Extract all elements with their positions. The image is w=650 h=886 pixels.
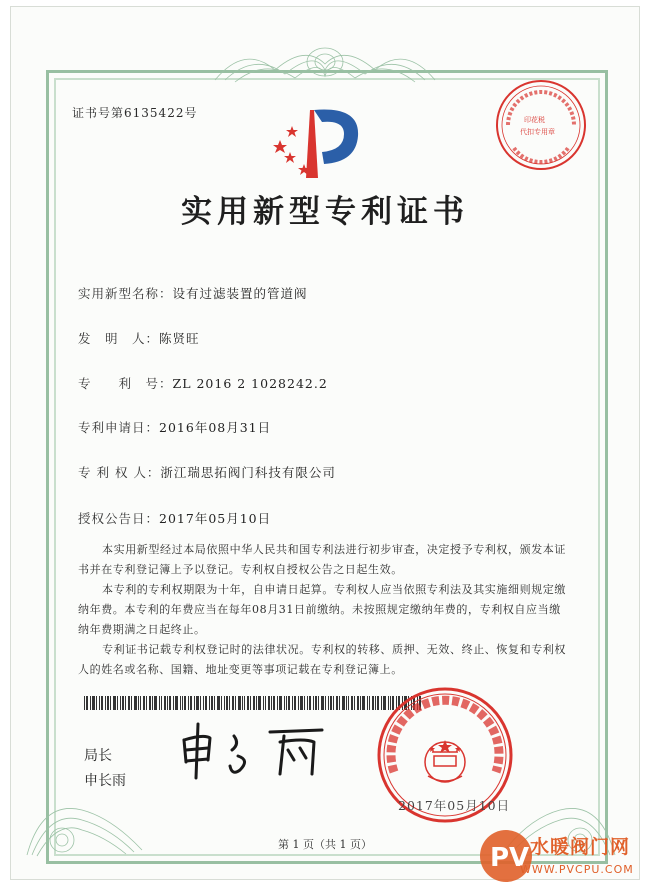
- svg-text:PV: PV: [490, 843, 530, 873]
- barcode-bar: [90, 696, 91, 710]
- paragraph: 本专利的专利权期限为十年，自申请日起算。专利权人应当依照专利法及其实施细则规定缴纳年费。本专利的年费应当在每年08月31日前缴纳。未按照规定缴纳年费的，专利权自应当缴纳年费期满之日起终止。: [78, 583, 566, 636]
- barcode-bar: [211, 696, 213, 710]
- barcode-bar: [146, 696, 147, 710]
- barcode-bar: [286, 696, 287, 710]
- top-ornament-icon: [205, 40, 445, 84]
- barcode-bar: [250, 696, 251, 710]
- barcode-bar: [325, 696, 326, 710]
- barcode-bar: [336, 696, 338, 710]
- barcode-bar: [140, 696, 141, 710]
- stamp-text-line: 印花税: [524, 116, 545, 124]
- field-patentee: 专 利 权 人：浙江瑞思拓阀门科技有限公司: [78, 465, 336, 480]
- barcode-bar: [84, 696, 85, 710]
- barcode-bar: [253, 696, 255, 710]
- barcode-bar: [294, 696, 296, 710]
- signer-name: 申长雨: [84, 773, 126, 789]
- cnipa-logo-icon: [262, 100, 374, 184]
- barcode-bar: [354, 696, 355, 710]
- barcode-bar: [110, 696, 111, 710]
- issue-date: 2017年05月10日: [398, 798, 511, 813]
- barcode-bar: [263, 696, 264, 710]
- barcode-bar: [292, 696, 293, 710]
- barcode-bar: [357, 696, 359, 710]
- barcode-bar: [235, 696, 236, 710]
- barcode-bar: [173, 696, 174, 710]
- barcode-bar: [214, 696, 215, 710]
- stamp-text-line: 代扣专用章: [520, 128, 555, 136]
- barcode-bar: [339, 696, 340, 710]
- barcode-bar: [273, 696, 275, 710]
- barcode-bar: [268, 696, 270, 710]
- barcode-bar: [318, 696, 319, 710]
- field-inventor: 发 明 人：陈贤旺: [78, 331, 200, 346]
- barcode-bar: [190, 696, 192, 710]
- signer-title: 局长: [84, 748, 112, 764]
- legal-text: [78, 540, 572, 680]
- barcode-bar: [304, 696, 305, 710]
- barcode-bar: [330, 696, 332, 710]
- barcode-bar: [242, 696, 243, 710]
- certificate-number: 证书号第6135422号: [72, 106, 198, 120]
- barcode-bar: [277, 696, 278, 710]
- barcode-bar: [224, 696, 225, 710]
- barcode-bar: [221, 696, 222, 710]
- document-title: 实用新型专利证书: [181, 194, 469, 230]
- barcode-bar: [205, 696, 207, 710]
- barcode-bar: [149, 696, 151, 710]
- barcode-bar: [128, 696, 130, 710]
- barcode-bar: [367, 696, 368, 710]
- barcode-bar: [188, 696, 189, 710]
- barcode-bar: [164, 696, 166, 710]
- barcode-bar: [200, 696, 201, 710]
- barcode-bar: [232, 696, 234, 710]
- barcode-bar: [209, 696, 210, 710]
- watermark-title: 水暖阀门网: [530, 836, 631, 858]
- barcode-bar: [321, 696, 324, 710]
- barcode-bar: [271, 696, 272, 710]
- barcode-bar: [369, 696, 370, 710]
- barcode-bar: [101, 696, 103, 710]
- barcode-bar: [134, 696, 137, 710]
- barcode-bar: [131, 696, 132, 710]
- barcode-bar: [113, 696, 116, 710]
- barcode-bar: [167, 696, 168, 710]
- barcode-bar: [143, 696, 145, 710]
- barcode-bar: [184, 696, 186, 710]
- barcode-bar: [152, 696, 153, 710]
- tax-seal-stamp-icon: [494, 78, 588, 172]
- barcode-bar: [122, 696, 124, 710]
- barcode-bar: [348, 696, 349, 710]
- barcode-bar: [362, 696, 365, 710]
- barcode-bar: [279, 696, 282, 710]
- barcode-bar: [300, 696, 303, 710]
- barcode-bar: [196, 696, 199, 710]
- barcode-bar: [120, 696, 121, 710]
- barcode-bar: [138, 696, 139, 710]
- barcode-bar: [154, 696, 157, 710]
- barcode-bar: [360, 696, 361, 710]
- barcode-bar: [342, 696, 345, 710]
- barcode-bar: [247, 696, 249, 710]
- barcode-bar: [86, 696, 88, 710]
- barcode-bar: [175, 696, 178, 710]
- barcode-bar: [229, 696, 230, 710]
- barcode-bar: [203, 696, 204, 710]
- barcode-bar: [180, 696, 181, 710]
- barcode-bar: [351, 696, 353, 710]
- barcode-bar: [92, 696, 95, 710]
- paragraph: 本实用新型经过本局依照中华人民共和国专利法进行初步审查，决定授予专利权，颁发本证书并在专利登记簿上予以登记。专利权自授权公告之日起生效。: [78, 543, 566, 576]
- field-patent-number: 专 利 号：ZL 2016 2 1028242.2: [78, 376, 328, 391]
- field-application-date: 专利申请日：2016年08月31日: [78, 420, 272, 435]
- barcode-bar: [258, 696, 261, 710]
- field-utility-model-name: 实用新型名称：设有过滤装置的管道阀: [78, 286, 308, 301]
- barcode-bar: [265, 696, 266, 710]
- barcode-bar: [159, 696, 160, 710]
- barcode-bar: [298, 696, 299, 710]
- barcode-bar: [105, 696, 106, 710]
- barcode-bar: [238, 696, 241, 710]
- barcode-bar: [96, 696, 97, 710]
- barcode-bar: [226, 696, 228, 710]
- watermark-url: WWW.PVCPU.COM: [520, 863, 634, 876]
- barcode-bar: [328, 696, 329, 710]
- barcode-bar: [284, 696, 285, 710]
- barcode-bar: [309, 696, 311, 710]
- barcode-bar: [333, 696, 334, 710]
- barcode-bar: [125, 696, 126, 710]
- barcode-bar: [372, 696, 374, 710]
- page-indicator: 第 1 页（共 1 页）: [278, 838, 372, 851]
- barcode-bar: [107, 696, 109, 710]
- handwritten-signature-icon: [174, 716, 334, 784]
- barcode-bar: [315, 696, 317, 710]
- barcode-bar: [99, 696, 100, 710]
- barcode-bar: [194, 696, 195, 710]
- barcode-bar: [313, 696, 314, 710]
- barcode-bar: [307, 696, 308, 710]
- barcode-bar: [169, 696, 171, 710]
- barcode-bar: [161, 696, 162, 710]
- barcode-icon: [84, 696, 422, 710]
- barcode-bar: [217, 696, 220, 710]
- field-grant-date: 授权公告日：2017年05月10日: [78, 511, 272, 526]
- barcode-bar: [244, 696, 245, 710]
- paragraph: 专利证书记载专利权登记时的法律状况。专利权的转移、质押、无效、终止、恢复和专利权人的姓名或名称、国籍、地址变更等事项记载在专利登记簿上。: [78, 643, 566, 676]
- barcode-bar: [256, 696, 257, 710]
- barcode-bar: [288, 696, 290, 710]
- barcode-bar: [182, 696, 183, 710]
- barcode-bar: [346, 696, 347, 710]
- barcode-bar: [117, 696, 118, 710]
